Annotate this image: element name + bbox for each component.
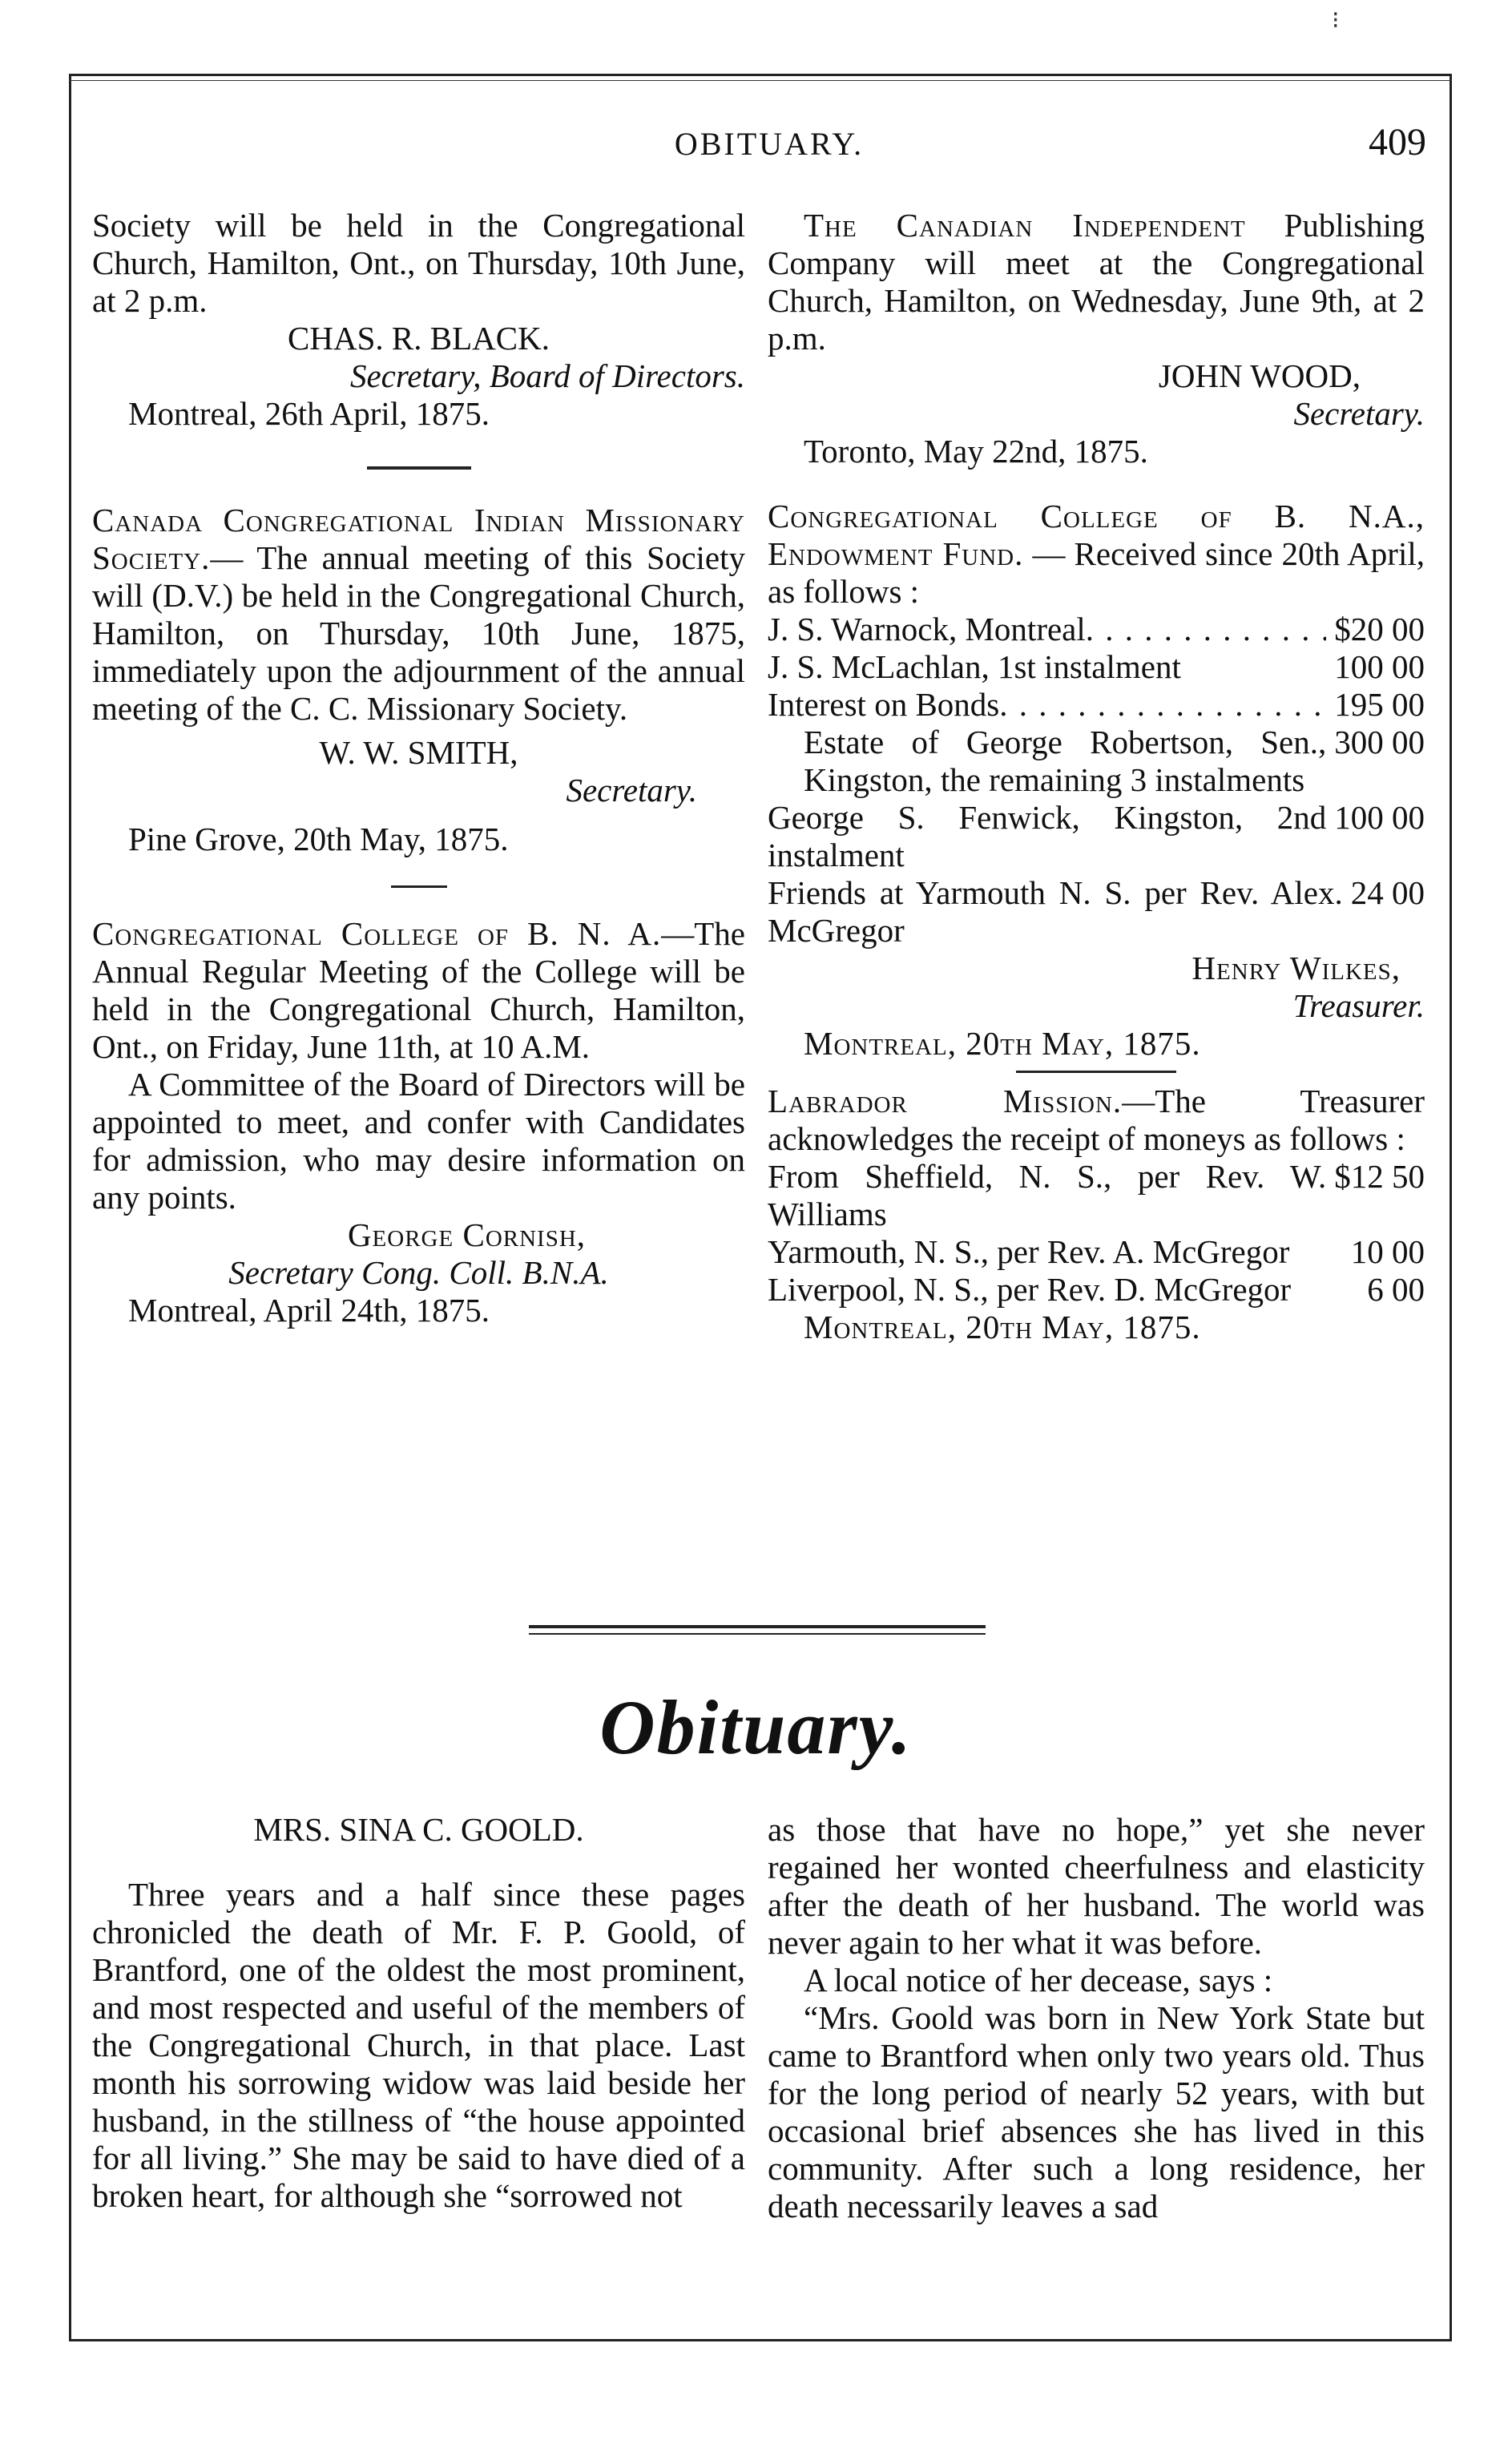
notice-missionary-society-meeting [92,207,745,433]
notice-signer: George Cornish, [347,1216,587,1253]
notice-signer: Henry Wilkes, [1191,950,1401,986]
obituary-paragraph: as those that have no hope,” yet she never regained her wonted cheerfulness and elasticity after the death of her husband. The world was never again to her what it was before. [768,1811,1425,1961]
obituary-double-rule-bottom [529,1633,986,1635]
obituary-paragraph: Three years and a half since these pages chronicled the death of Mr. F. P. Goold, of Brantford, one of the oldest the most prominent, and most respected and useful of the members of the Congregational Church, in that place. Last month his sorrowing widow was laid beside her husband, in the stillness of “the house appointed for all living.” She may be said to have died of a broken heart, for although she “sorrowed not [92,1876,745,2214]
notice-text: — Received since 20th April, as follows : [768,535,1425,610]
notice-publishing-company [768,207,1425,470]
notice-text: Society will be held in the Congregational Church, Hamilton, Ont., on Thursday, 10th June, at 2 p.m. [92,207,745,319]
ledger-name: Interest on Bonds [768,686,1000,723]
ledger-amount: 100 00 [1334,799,1425,836]
ledger-entry [768,686,1425,724]
notice-place-date: Montreal, 20th May, 1875. [804,1025,1201,1062]
notice-place-date: Toronto, May 22nd, 1875. [804,433,1148,470]
notice-signer-title: Treasurer. [1292,987,1425,1024]
ledger-name: J. S. McLachlan, 1st instalment [768,648,1181,685]
ledger-entry [768,1271,1425,1309]
ledger-entry [768,1158,1425,1233]
notice-heading: The Canadian Independent [804,207,1246,244]
notice-text: —The Treasurer acknowledges the receipt of moneys as follows : [768,1083,1425,1157]
notice-text: Publishing Company will meet at the Congregational Church, Hamilton, on Wednesday, June 9th, at 2 p.m. [768,207,1425,357]
notice-heading: Canada Congregational Indian Missionary Society. [92,502,745,576]
notice-labrador-mission [768,1083,1425,1346]
ledger-amount: 300 00 [1334,724,1425,760]
notice-place-date: Pine Grove, 20th May, 1875. [128,821,509,857]
ledger-amount: 195 00 [1334,686,1425,723]
notice-place-date: Montreal, 26th April, 1875. [128,395,490,432]
obituary-paragraph: A local notice of her decease, says : [804,1962,1273,1998]
ledger-amount: 10 00 [1350,1233,1425,1270]
notice-heading: Labrador Mission. [768,1083,1123,1119]
running-title: OBITUARY. [674,126,865,162]
page-frame-inner-rule [69,80,1452,81]
notice-text: — The annual meeting of this Society will (D.V.) be held in the Congregational Church, Hamilton, on Thursday, 10th June, 1875, immediately upon the adjournment of the annual meeting of the C. C. Missionary Society. [92,539,745,727]
ledger-entry [768,611,1425,648]
ledger-name: From Sheffield, N. S., per Rev. W. Williams [768,1158,1327,1232]
notice-signer-title: Secretary. [1293,395,1425,432]
ledger-entry [768,1233,1425,1271]
ledger-amount: 6 00 [1367,1271,1425,1308]
notice-signer: W. W. SMITH, [319,734,518,771]
notice-signer-title: Secretary, Board of Directors. [349,357,745,394]
notice-endowment-fund [768,498,1425,1063]
notice-signer-title: Secretary Cong. Coll. B.N.A. [228,1254,609,1291]
notice-place-date: Montreal, 20th May, 1875. [804,1309,1201,1345]
obituary-heading: Obituary. [599,1684,913,1770]
notice-college-meeting [92,915,745,1329]
notice-text-2: A Committee of the Board of Directors will be appointed to meet, and confer with Candidates for admission, who may desire information on any points. [92,1066,745,1216]
ledger-entry [768,648,1425,686]
right-column [768,207,1425,1346]
obituary-right-column [768,1811,1425,2225]
notice-heading: Congregational College of B. N.A., Endowment Fund. [768,498,1425,572]
ledger-name: Estate of George Robertson, Sen., Kingston, the remaining 3 instalments [804,724,1327,798]
left-column [92,207,745,1329]
ledger-amount: $20 00 [1334,611,1425,647]
obituary-subject: MRS. SINA C. GOOLD. [253,1811,584,1848]
ledger-list [768,1158,1425,1309]
margin-mark: ⁝ [1332,7,1340,34]
section-divider [391,885,447,888]
ledger-amount: $12 50 [1334,1158,1425,1195]
obituary-left-column [92,1811,745,2215]
ledger-entry [768,874,1425,950]
ledger-name: Friends at Yarmouth N. S. per Rev. Alex. McGregor [768,874,1343,949]
ledger-entry [768,724,1425,799]
section-divider [367,466,471,470]
ledger-amount: 100 00 [1334,648,1425,685]
notice-heading: Congregational College of B. N. A. [92,915,662,952]
section-divider [1016,1071,1176,1073]
notice-place-date: Montreal, April 24th, 1875. [128,1292,490,1329]
notice-signer-title: Secretary. [566,772,697,809]
ledger-name: J. S. Warnock, Montreal [768,611,1086,647]
page-number: 409 [1369,121,1426,163]
ledger-entry [768,799,1425,874]
notice-signer: JOHN WOOD, [1158,357,1361,394]
ledger-name: Yarmouth, N. S., per Rev. A. McGregor [768,1233,1290,1270]
ledger-amount: 24 00 [1350,874,1425,911]
running-header [112,120,1426,168]
obituary-double-rule-top [529,1625,986,1628]
spacer [768,470,1425,498]
notice-indian-missionary-society [92,502,745,858]
notice-signer: CHAS. R. BLACK. [288,320,550,357]
ledger-name: George S. Fenwick, Kingston, 2nd instalment [768,799,1327,873]
obituary-paragraph: “Mrs. Goold was born in New York State but came to Brantford when only two years old. Thus for the long period of nearly 52 years, with but occasional brief absences she has lived in this community. After such a long residence, her death necessarily leaves a sad [768,1999,1425,2224]
ledger-list [768,611,1425,950]
ledger-name: Liverpool, N. S., per Rev. D. McGregor [768,1271,1292,1308]
notice-text: —The Annual Regular Meeting of the College will be held in the Congregational Church, Hamilton, Ont., on Friday, June 11th, at 10 A.M. [92,915,745,1065]
